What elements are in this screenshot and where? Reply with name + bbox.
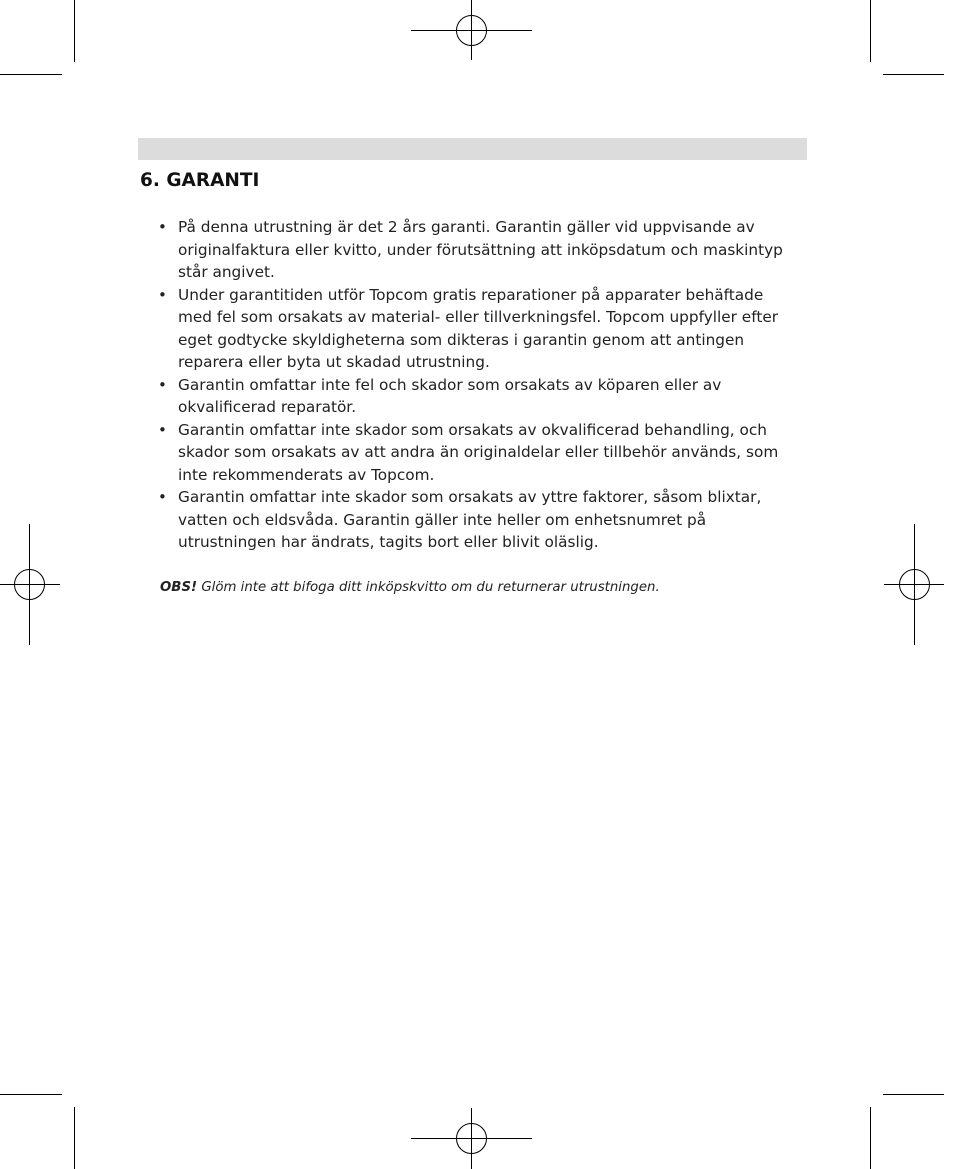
registration-mark-right [884,524,944,645]
bullet-icon: • [158,285,167,304]
bullet-icon: • [158,420,167,439]
list-item [158,216,798,284]
warranty-list [158,216,798,554]
note-text: Glöm inte att bifoga ditt inköpskvitto om du returnerar utrustningen. [197,580,660,595]
list-item-text: På denna utrustning är det 2 års garanti. Garantin gäller vid uppvisande av originalfaktura eller kvitto, under förutsättning att inköpsdatum och maskintyp står angivet. [178,218,783,281]
note-label: OBS! [160,580,198,595]
section-header-band [138,138,807,160]
list-item-text: Garantin omfattar inte skador som orsakats av okvalificerad behandling, och skador som orsakats av att andra än originaldelar eller tillbehör används, som inte rekommenderats av Topcom. [178,420,779,484]
note [160,578,660,598]
registration-mark-bottom [411,1108,532,1169]
list-item [158,419,798,487]
registration-mark-left [0,524,60,645]
bullet-icon: • [158,488,167,506]
bullet-icon: • [158,375,167,394]
section-title: 6. GARANTI [140,170,260,191]
list-item-text: Under garantitiden utför Topcom gratis reparationer på apparater behäftade med fel som orsakats av material- eller tillverkningsfel. Topcom uppfyller efter eget godtycke skyldigheterna som dikteras i garantin genom att antingen reparera eller byta ut skadad utrustning. [178,285,779,371]
list-item-text: Garantin omfattar inte skador som orsakats av yttre faktorer, såsom blixtar, vatten och eldsvåda. Garantin gäller inte heller om enhetsnumret på utrustningen har ändrats, tagits bort eller blivit oläslig. [178,488,762,551]
bullet-icon: • [158,218,167,236]
list-item-text: Garantin omfattar inte fel och skador som orsakats av köparen eller av okvalificerad reparatör. [178,375,722,416]
list-item [158,486,798,554]
list-item [158,374,798,419]
registration-mark-top [411,0,532,60]
list-item [158,284,798,374]
